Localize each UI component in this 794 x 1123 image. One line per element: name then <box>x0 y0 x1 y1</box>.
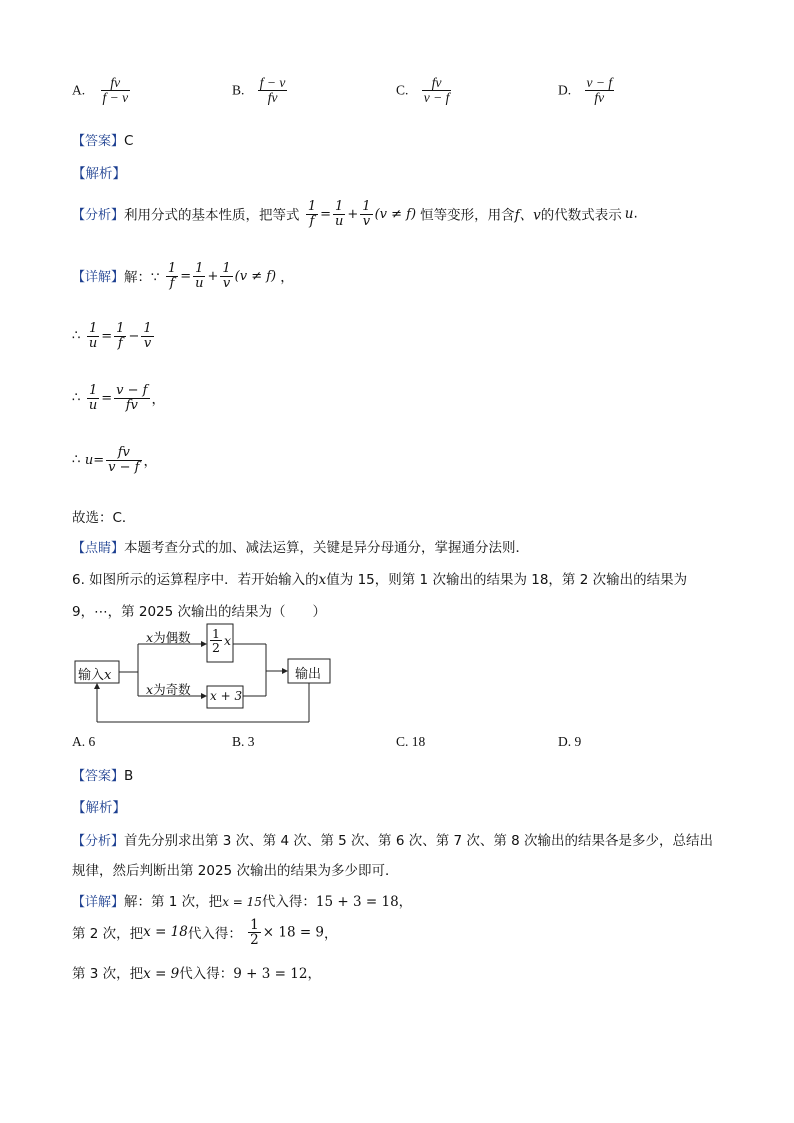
option-value: 3 <box>247 734 255 749</box>
stem-text: 值为 15，则第 1 次输出的结果为 18，第 2 次输出的结果为 <box>326 572 688 588</box>
option-letter: D. <box>558 734 572 749</box>
frac-num: v − f <box>586 75 613 90</box>
q6-step-3 <box>72 962 321 982</box>
q5-fenxi <box>72 200 638 228</box>
step-mid: 代入得： <box>187 926 242 943</box>
equation: $\frac{1}{u}$ = $\frac{v - f}{fv}$ <box>88 383 148 413</box>
fenxi-tag: 【分析】 <box>72 208 125 224</box>
equation: $\frac{1}{u}$ = $\frac{1}{f}$ − $\frac{1}{v}$ <box>88 321 152 351</box>
fenxi-text: 利用分式的基本性质，把等式 <box>124 207 300 224</box>
q5-choose: 故选：C． <box>72 510 136 526</box>
option-value: 9 <box>574 734 582 749</box>
q5-option-d <box>558 76 616 105</box>
q6-option-d <box>558 734 581 750</box>
q5-answer <box>72 130 133 149</box>
dianjing-tag: 【点睛】 <box>72 541 125 556</box>
option-letter: A. <box>72 82 86 98</box>
answer-tag: 【答案】 <box>72 769 125 784</box>
answer-tag: 【答案】 <box>72 134 125 149</box>
detail-tag: 【详解】 <box>72 270 125 286</box>
comma: ， <box>280 269 294 286</box>
step-mid: 代入得： <box>261 894 316 910</box>
comma: ， <box>143 453 157 470</box>
q6-option-a <box>72 734 95 750</box>
flow-output-label: 输出 <box>295 667 322 682</box>
equation: $\frac{1}{f}$ = $\frac{1}{u}$ + $\frac{1}{v}$ (v ≠ f) <box>307 199 417 229</box>
stem-text: 6. 如图所示的运算程序中．若开始输入的 <box>72 572 319 588</box>
flow-plus-box-label: x + 3 <box>210 689 243 703</box>
option-value: 6 <box>88 734 96 749</box>
q5-option-b <box>232 76 289 105</box>
q5-dianjing <box>72 536 529 556</box>
odd-label-text: 为奇数 <box>153 682 191 697</box>
step-calc: 9 + 3 = 12 <box>233 966 308 982</box>
q6-fenxi-line-2: 规律，然后判断出第 2025 次输出的结果为多少即可． <box>72 863 399 879</box>
even-var: x <box>146 630 154 645</box>
q5-step2 <box>72 384 165 412</box>
option-value: 18 <box>411 734 426 749</box>
option-letter: B. <box>232 734 245 749</box>
step-mid: 代入得： <box>179 966 234 982</box>
option-letter: C. <box>396 734 409 749</box>
fenxi-text: 的代数式表示 <box>540 207 622 224</box>
step-calc: × 18 = 9 <box>262 924 325 941</box>
q6-stem-line-1 <box>72 568 687 588</box>
fenxi-u: u <box>624 205 634 222</box>
equation: $\frac{1}{f}$ = $\frac{1}{u}$ + $\frac{1}{v}$ (v ≠ f) <box>167 261 277 291</box>
q6-answer <box>72 765 133 784</box>
flow-input-label <box>78 664 111 683</box>
step-equation: $\frac{1}{2}$ × 18 = 9 <box>250 917 325 949</box>
half-den: 2 <box>212 640 220 656</box>
therefore: ∴ <box>72 451 81 468</box>
frac-den: fv <box>585 90 615 105</box>
step-sub: x = 9 <box>143 966 180 982</box>
frac-num: fv <box>431 75 442 90</box>
comma: ， <box>398 894 413 910</box>
q6-analysis-tag: 【解析】 <box>72 800 126 816</box>
frac-num: f − v <box>259 75 286 90</box>
fenxi-tag: 【分析】 <box>72 834 125 849</box>
frac-den: fv <box>258 90 288 105</box>
comma: ， <box>324 926 338 943</box>
therefore: ∴ <box>72 327 81 344</box>
step-sub: x = 15 <box>222 895 262 909</box>
q6-step-2 <box>72 918 338 947</box>
odd-var: x <box>146 682 154 697</box>
q6-stem-line-2: 9，⋯，第 2025 次输出的结果为（ ） <box>72 604 327 620</box>
q5-option-a <box>72 76 132 105</box>
step-sub: x = 18 <box>143 924 188 941</box>
equation: u= $\frac{fv}{v - f}$ <box>84 445 140 475</box>
step-text: 第 2 次，把 <box>72 926 144 943</box>
answer-value: B <box>124 768 134 784</box>
q6-option-b <box>232 734 255 750</box>
q6-fenxi-line-1 <box>72 829 713 849</box>
option-letter: B. <box>232 82 245 98</box>
fenxi-end: . <box>633 205 638 222</box>
q5-detail <box>72 262 294 290</box>
q6-option-c <box>396 734 425 750</box>
q5-option-c <box>396 76 453 105</box>
comma: ， <box>151 391 165 408</box>
option-letter: D. <box>558 82 572 98</box>
flow-even-label <box>146 628 191 646</box>
option-letter: A. <box>72 734 86 749</box>
step-text: 解：第 1 次，把 <box>124 894 223 910</box>
frac-den: f − v <box>102 90 129 106</box>
input-var: x <box>104 668 112 683</box>
input-label-text: 输入 <box>78 668 105 683</box>
q6-step-1 <box>72 890 412 910</box>
dianjing-text: 本题考查分式的加、减法运算，关键是异分母通分，掌握通分法则． <box>124 540 530 556</box>
therefore: ∴ <box>72 389 81 406</box>
flow-half-x <box>208 627 231 654</box>
answer-value: C <box>124 133 134 149</box>
flow-odd-label <box>146 680 191 698</box>
q5-step3 <box>72 446 157 474</box>
step-text: 第 3 次，把 <box>72 966 144 982</box>
half-var: x <box>223 633 232 649</box>
even-label-text: 为偶数 <box>153 630 191 645</box>
q5-step1 <box>72 322 156 350</box>
q5-analysis-tag: 【解析】 <box>72 166 126 182</box>
half-num: 1 <box>212 626 220 641</box>
detail-tag: 【详解】 <box>72 895 125 910</box>
detail-prefix: 解：∵ <box>124 269 160 286</box>
comma: ， <box>307 966 321 982</box>
stem-var: x <box>318 572 327 588</box>
frac-den: v − f <box>423 90 450 106</box>
step-calc: 15 + 3 = 18 <box>315 894 399 910</box>
fenxi-text: 恒等变形，用含 <box>420 207 515 224</box>
fenxi-text: 首先分别求出第 3 次、第 4 次、第 5 次、第 6 次、第 7 次、第 8 次输出的结果各是多少，总结出 <box>124 833 714 849</box>
frac-num: fv <box>110 75 121 90</box>
option-letter: C. <box>396 82 409 98</box>
fenxi-vars: f、v <box>514 207 541 224</box>
